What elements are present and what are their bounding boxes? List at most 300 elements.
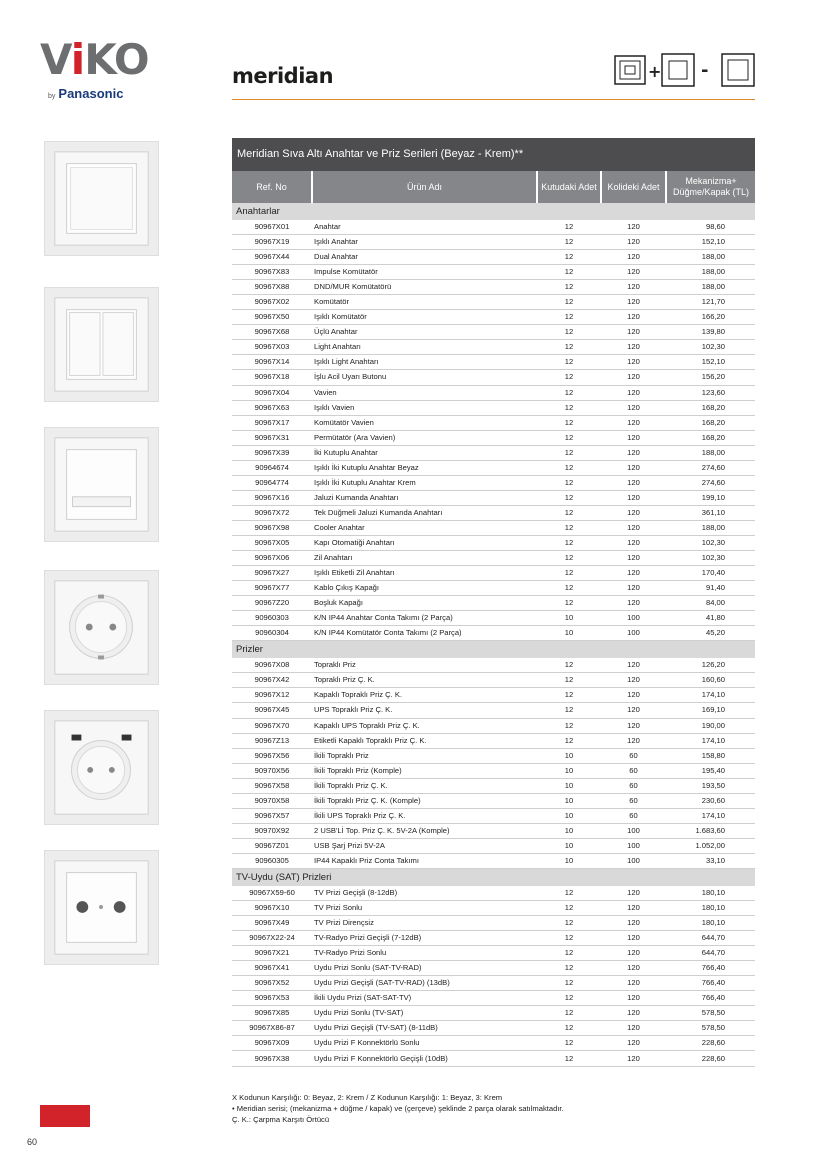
carton-qty-cell: 120 xyxy=(601,991,666,1006)
table-row xyxy=(232,460,755,475)
box-qty-cell: 12 xyxy=(537,946,601,961)
table-row xyxy=(232,340,755,355)
carton-qty-cell: 120 xyxy=(601,490,666,505)
carton-qty-cell: 60 xyxy=(601,748,666,763)
table-row xyxy=(232,220,755,235)
carton-qty-cell: 120 xyxy=(601,340,666,355)
box-qty-cell: 12 xyxy=(537,385,601,400)
price-cell: 644,70 xyxy=(666,931,755,946)
ref-no-cell: 90967X39 xyxy=(232,445,312,460)
table-row xyxy=(232,250,755,265)
product-name-cell: Impulse Komütatör xyxy=(312,265,537,280)
price-cell: 102,30 xyxy=(666,535,755,550)
table-row xyxy=(232,838,755,853)
ref-no-cell: 90967X45 xyxy=(232,703,312,718)
box-qty-cell: 12 xyxy=(537,566,601,581)
box-qty-cell: 12 xyxy=(537,430,601,445)
table-row xyxy=(232,748,755,763)
category-label: TV-Uydu (SAT) Prizleri xyxy=(232,868,755,886)
box-qty-cell: 10 xyxy=(537,853,601,868)
product-image-tv-sat-socket xyxy=(44,850,159,965)
ref-no-cell: 90967X19 xyxy=(232,235,312,250)
page-number: 60 xyxy=(27,1137,38,1147)
carton-qty-cell: 120 xyxy=(601,430,666,445)
table-row xyxy=(232,946,755,961)
ref-no-cell: 90967X98 xyxy=(232,520,312,535)
box-qty-cell: 12 xyxy=(537,520,601,535)
product-name-cell: İkili Topraklı Priz Ç. K. (Komple) xyxy=(312,793,537,808)
box-qty-cell: 12 xyxy=(537,1021,601,1036)
box-qty-cell: 12 xyxy=(537,220,601,235)
ref-no-cell: 90967X16 xyxy=(232,490,312,505)
price-cell: 123,60 xyxy=(666,385,755,400)
table-row xyxy=(232,673,755,688)
box-qty-cell: 10 xyxy=(537,778,601,793)
box-qty-cell: 12 xyxy=(537,961,601,976)
ref-no-cell: 90967X03 xyxy=(232,340,312,355)
price-cell: 168,20 xyxy=(666,400,755,415)
carton-qty-cell: 120 xyxy=(601,658,666,673)
ref-no-cell: 90967X53 xyxy=(232,991,312,1006)
ref-no-cell: 90970X92 xyxy=(232,823,312,838)
price-cell: 180,10 xyxy=(666,916,755,931)
table-row xyxy=(232,823,755,838)
product-name-cell: Kapaklı UPS Topraklı Priz Ç. K. xyxy=(312,718,537,733)
carton-qty-cell: 120 xyxy=(601,460,666,475)
footnote-sale-info: • Meridian serisi; (mekanizma + düğme / kapak) ve (çerçeve) şeklinde 2 parça olarak satılmaktadır. xyxy=(232,1104,564,1113)
product-image-single-switch xyxy=(44,141,159,256)
product-name-cell: K/N IP44 Anahtar Conta Takımı (2 Parça) xyxy=(312,611,537,626)
ref-no-cell: 90967X38 xyxy=(232,1051,312,1066)
price-cell: 578,50 xyxy=(666,1021,755,1036)
box-qty-cell: 12 xyxy=(537,1036,601,1051)
carton-qty-cell: 120 xyxy=(601,886,666,901)
carton-qty-cell: 120 xyxy=(601,265,666,280)
product-name-cell: İkili Topraklı Priz (Komple) xyxy=(312,763,537,778)
price-cell: 41,80 xyxy=(666,611,755,626)
product-name-cell: Komütatör Vavien xyxy=(312,415,537,430)
product-name-cell: Işıklı İki Kutuplu Anahtar Beyaz xyxy=(312,460,537,475)
table-row xyxy=(232,370,755,385)
price-cell: 126,20 xyxy=(666,658,755,673)
carton-qty-cell: 120 xyxy=(601,946,666,961)
box-qty-cell: 12 xyxy=(537,250,601,265)
carton-qty-cell: 120 xyxy=(601,325,666,340)
box-qty-cell: 10 xyxy=(537,748,601,763)
cover-icon xyxy=(722,54,754,86)
combo-icons xyxy=(614,52,758,88)
product-name-cell: Permütatör (Ara Vavien) xyxy=(312,430,537,445)
box-qty-cell: 12 xyxy=(537,310,601,325)
product-name-cell: İkili UPS Topraklı Priz Ç. K. xyxy=(312,808,537,823)
ref-no-cell: 90967X88 xyxy=(232,280,312,295)
box-qty-cell: 10 xyxy=(537,626,601,641)
table-row xyxy=(232,626,755,641)
price-cell: 156,20 xyxy=(666,370,755,385)
table-row xyxy=(232,520,755,535)
ref-no-cell: 90967X49 xyxy=(232,916,312,931)
ref-no-cell: 90967X77 xyxy=(232,581,312,596)
product-name-cell: Işıklı Etiketli Zil Anahtarı xyxy=(312,566,537,581)
carton-qty-cell: 120 xyxy=(601,1051,666,1066)
carton-qty-cell: 60 xyxy=(601,793,666,808)
price-cell: 228,60 xyxy=(666,1051,755,1066)
carton-qty-cell: 120 xyxy=(601,445,666,460)
price-cell: 166,20 xyxy=(666,310,755,325)
ref-no-cell: 90967X52 xyxy=(232,976,312,991)
product-name-cell: Topraklı Priz Ç. K. xyxy=(312,673,537,688)
price-cell: 33,10 xyxy=(666,853,755,868)
ref-no-cell: 90967X85 xyxy=(232,1006,312,1021)
carton-qty-cell: 120 xyxy=(601,1021,666,1036)
product-name-cell: TV Prizi Sonlu xyxy=(312,901,537,916)
table-row xyxy=(232,566,755,581)
carton-qty-cell: 120 xyxy=(601,733,666,748)
minus-sign: - xyxy=(701,60,709,81)
ref-no-cell: 90967X50 xyxy=(232,310,312,325)
carton-qty-cell: 120 xyxy=(601,551,666,566)
price-cell: 158,80 xyxy=(666,748,755,763)
table-row xyxy=(232,793,755,808)
ref-no-cell: 90967X06 xyxy=(232,551,312,566)
carton-qty-cell: 60 xyxy=(601,778,666,793)
product-name-cell: Işıklı Anahtar xyxy=(312,235,537,250)
product-name-cell: Kapı Otomatiği Anahtarı xyxy=(312,535,537,550)
table-row xyxy=(232,853,755,868)
box-qty-cell: 12 xyxy=(537,370,601,385)
price-cell: 174,10 xyxy=(666,733,755,748)
box-qty-cell: 12 xyxy=(537,551,601,566)
carton-qty-cell: 120 xyxy=(601,961,666,976)
table-row xyxy=(232,415,755,430)
ref-no-cell: 90964674 xyxy=(232,460,312,475)
box-qty-cell: 12 xyxy=(537,581,601,596)
price-cell: 170,40 xyxy=(666,566,755,581)
carton-qty-cell: 100 xyxy=(601,823,666,838)
category-row xyxy=(232,641,755,659)
box-qty-cell: 10 xyxy=(537,793,601,808)
ref-no-cell: 90960303 xyxy=(232,611,312,626)
col-header-carton-qty: Kolideki Adet xyxy=(601,171,666,203)
price-cell: 199,10 xyxy=(666,490,755,505)
product-name-cell: IP44 Kapaklı Priz Conta Takımı xyxy=(312,853,537,868)
viko-logo: ViKO xyxy=(40,35,149,84)
box-qty-cell: 12 xyxy=(537,400,601,415)
box-qty-cell: 12 xyxy=(537,1051,601,1066)
box-qty-cell: 12 xyxy=(537,658,601,673)
table-body xyxy=(232,203,755,1066)
carton-qty-cell: 100 xyxy=(601,838,666,853)
table-row xyxy=(232,931,755,946)
carton-qty-cell: 100 xyxy=(601,853,666,868)
product-image-schuko-socket xyxy=(44,570,159,685)
ref-no-cell: 90967X57 xyxy=(232,808,312,823)
table-row xyxy=(232,596,755,611)
product-name-cell: Topraklı Priz xyxy=(312,658,537,673)
table-row xyxy=(232,658,755,673)
price-cell: 644,70 xyxy=(666,946,755,961)
carton-qty-cell: 100 xyxy=(601,611,666,626)
carton-qty-cell: 100 xyxy=(601,626,666,641)
table-row xyxy=(232,325,755,340)
box-qty-cell: 10 xyxy=(537,838,601,853)
table-row xyxy=(232,295,755,310)
price-cell: 766,40 xyxy=(666,991,755,1006)
product-image-double-switch xyxy=(44,287,159,402)
product-name-cell: DND/MUR Komütatörü xyxy=(312,280,537,295)
footnote-abbreviation: Ç. K.: Çarpma Karşıtı Örtücü xyxy=(232,1115,330,1124)
carton-qty-cell: 120 xyxy=(601,566,666,581)
ref-no-cell: 90967X59-60 xyxy=(232,886,312,901)
product-name-cell: TV Prizi Geçişli (8-12dB) xyxy=(312,886,537,901)
ref-no-cell: 90967X68 xyxy=(232,325,312,340)
price-cell: 102,30 xyxy=(666,340,755,355)
carton-qty-cell: 120 xyxy=(601,280,666,295)
price-cell: 102,30 xyxy=(666,551,755,566)
table-row xyxy=(232,445,755,460)
table-row xyxy=(232,703,755,718)
price-cell: 1.052,00 xyxy=(666,838,755,853)
ref-no-cell: 90967X21 xyxy=(232,946,312,961)
carton-qty-cell: 120 xyxy=(601,295,666,310)
ref-no-cell: 90967X44 xyxy=(232,250,312,265)
box-qty-cell: 12 xyxy=(537,886,601,901)
table-row xyxy=(232,961,755,976)
product-name-cell: Uydu Prizi Sonlu (SAT-TV-RAD) xyxy=(312,961,537,976)
carton-qty-cell: 120 xyxy=(601,415,666,430)
table-row xyxy=(232,1051,755,1066)
product-name-cell: Tek Düğmeli Jaluzi Kumanda Anahtarı xyxy=(312,505,537,520)
price-cell: 1.683,60 xyxy=(666,823,755,838)
carton-qty-cell: 120 xyxy=(601,400,666,415)
footnote-code-key: X Kodunun Karşılığı: 0: Beyaz, 2: Krem / Z Kodunun Karşılığı: 1: Beyaz, 3: Krem xyxy=(232,1093,503,1102)
product-name-cell: Zil Anahtarı xyxy=(312,551,537,566)
plus-sign: + xyxy=(648,62,662,81)
col-header-price: Mekanizma+ Düğme/Kapak (TL) xyxy=(666,171,755,203)
box-qty-cell: 12 xyxy=(537,688,601,703)
col-header-box-qty: Kutudaki Adet xyxy=(537,171,601,203)
product-name-cell: Uydu Prizi Geçişli (TV-SAT) (8-11dB) xyxy=(312,1021,537,1036)
ref-no-cell: 90967X12 xyxy=(232,688,312,703)
box-qty-cell: 12 xyxy=(537,355,601,370)
price-cell: 121,70 xyxy=(666,295,755,310)
ref-no-cell: 90967X04 xyxy=(232,385,312,400)
box-qty-cell: 12 xyxy=(537,265,601,280)
product-name-cell: İkili Uydu Prizi (SAT-SAT-TV) xyxy=(312,991,537,1006)
price-cell: 188,00 xyxy=(666,445,755,460)
product-name-cell: Vavien xyxy=(312,385,537,400)
ref-no-cell: 90967Z13 xyxy=(232,733,312,748)
table-row xyxy=(232,310,755,325)
carton-qty-cell: 120 xyxy=(601,596,666,611)
carton-qty-cell: 120 xyxy=(601,475,666,490)
box-qty-cell: 12 xyxy=(537,235,601,250)
panasonic-logo: by Panasonic xyxy=(48,86,124,101)
price-cell: 230,60 xyxy=(666,793,755,808)
price-cell: 578,50 xyxy=(666,1006,755,1021)
product-name-cell: Anahtar xyxy=(312,220,537,235)
product-name-cell: Üçlü Anahtar xyxy=(312,325,537,340)
table-row xyxy=(232,976,755,991)
price-cell: 45,20 xyxy=(666,626,755,641)
col-header-ref: Ref. No xyxy=(232,171,312,203)
table-row xyxy=(232,535,755,550)
price-cell: 174,10 xyxy=(666,688,755,703)
ref-no-cell: 90967X18 xyxy=(232,370,312,385)
product-name-cell: TV-Radyo Prizi Geçişli (7-12dB) xyxy=(312,931,537,946)
table-row xyxy=(232,490,755,505)
box-qty-cell: 12 xyxy=(537,460,601,475)
carton-qty-cell: 120 xyxy=(601,703,666,718)
ref-no-cell: 90967X83 xyxy=(232,265,312,280)
price-cell: 91,40 xyxy=(666,581,755,596)
category-label: Prizler xyxy=(232,641,755,659)
product-name-cell: İki Kutuplu Anahtar xyxy=(312,445,537,460)
table-row xyxy=(232,235,755,250)
ref-no-cell: 90967X09 xyxy=(232,1036,312,1051)
table-row xyxy=(232,400,755,415)
ref-no-cell: 90967X10 xyxy=(232,901,312,916)
carton-qty-cell: 120 xyxy=(601,385,666,400)
table-title: Meridian Sıva Altı Anahtar ve Priz Serileri (Beyaz - Krem)** xyxy=(232,138,755,171)
box-qty-cell: 10 xyxy=(537,823,601,838)
product-name-cell: Işıklı Vavien xyxy=(312,400,537,415)
series-name: meridian xyxy=(232,64,334,88)
box-qty-cell: 12 xyxy=(537,295,601,310)
ref-no-cell: 90970X58 xyxy=(232,793,312,808)
table-row xyxy=(232,808,755,823)
box-qty-cell: 12 xyxy=(537,991,601,1006)
price-cell: 274,60 xyxy=(666,460,755,475)
price-cell: 190,00 xyxy=(666,718,755,733)
carton-qty-cell: 120 xyxy=(601,581,666,596)
ref-no-cell: 90967X56 xyxy=(232,748,312,763)
price-cell: 180,10 xyxy=(666,886,755,901)
product-name-cell: Dual Anahtar xyxy=(312,250,537,265)
table-row xyxy=(232,505,755,520)
box-qty-cell: 12 xyxy=(537,901,601,916)
product-name-cell: Kablo Çıkış Kapağı xyxy=(312,581,537,596)
box-qty-cell: 12 xyxy=(537,505,601,520)
table-row xyxy=(232,916,755,931)
price-cell: 152,10 xyxy=(666,235,755,250)
price-cell: 188,00 xyxy=(666,520,755,535)
product-name-cell: Light Anahtarı xyxy=(312,340,537,355)
ref-no-cell: 90967X86-87 xyxy=(232,1021,312,1036)
table-row xyxy=(232,355,755,370)
ref-no-cell: 90967Z01 xyxy=(232,838,312,853)
carton-qty-cell: 120 xyxy=(601,901,666,916)
ref-no-cell: 90970X56 xyxy=(232,763,312,778)
category-row xyxy=(232,203,755,220)
box-qty-cell: 12 xyxy=(537,340,601,355)
category-row xyxy=(232,868,755,886)
ref-no-cell: 90967Z20 xyxy=(232,596,312,611)
table-row xyxy=(232,265,755,280)
price-cell: 84,00 xyxy=(666,596,755,611)
table-row xyxy=(232,778,755,793)
box-qty-cell: 12 xyxy=(537,673,601,688)
category-label: Anahtarlar xyxy=(232,203,755,220)
ref-no-cell: 90967X31 xyxy=(232,430,312,445)
product-name-cell: TV-Radyo Prizi Sonlu xyxy=(312,946,537,961)
product-name-cell: Kapaklı Topraklı Priz Ç. K. xyxy=(312,688,537,703)
carton-qty-cell: 60 xyxy=(601,763,666,778)
price-cell: 139,80 xyxy=(666,325,755,340)
frame-icon xyxy=(662,54,694,86)
price-cell: 188,00 xyxy=(666,250,755,265)
carton-qty-cell: 120 xyxy=(601,688,666,703)
price-cell: 361,10 xyxy=(666,505,755,520)
product-name-cell: Işıklı Komütatör xyxy=(312,310,537,325)
price-table xyxy=(232,138,755,1067)
price-cell: 180,10 xyxy=(666,901,755,916)
table-row xyxy=(232,1006,755,1021)
product-image-labelled-switch xyxy=(44,427,159,542)
table-row xyxy=(232,280,755,295)
price-cell: 195,40 xyxy=(666,763,755,778)
table-row xyxy=(232,763,755,778)
box-qty-cell: 12 xyxy=(537,475,601,490)
product-name-cell: K/N IP44 Komütatör Conta Takımı (2 Parça) xyxy=(312,626,537,641)
product-name-cell: Uydu Prizi Sonlu (TV-SAT) xyxy=(312,1006,537,1021)
carton-qty-cell: 120 xyxy=(601,520,666,535)
product-name-cell: Komütatör xyxy=(312,295,537,310)
carton-qty-cell: 120 xyxy=(601,1006,666,1021)
header-divider xyxy=(232,99,755,100)
table-row xyxy=(232,551,755,566)
ref-no-cell: 90967X27 xyxy=(232,566,312,581)
box-qty-cell: 12 xyxy=(537,718,601,733)
ref-no-cell: 90964774 xyxy=(232,475,312,490)
table-row xyxy=(232,1036,755,1051)
ref-no-cell: 90967X02 xyxy=(232,295,312,310)
box-qty-cell: 12 xyxy=(537,1006,601,1021)
price-cell: 228,60 xyxy=(666,1036,755,1051)
ref-no-cell: 90967X41 xyxy=(232,961,312,976)
col-header-name: Ürün Adı xyxy=(312,171,537,203)
product-name-cell: Uydu Prizi F Konnektörlü Sonlu xyxy=(312,1036,537,1051)
table-row xyxy=(232,430,755,445)
price-cell: 766,40 xyxy=(666,961,755,976)
carton-qty-cell: 120 xyxy=(601,916,666,931)
price-cell: 98,60 xyxy=(666,220,755,235)
ref-no-cell: 90967X05 xyxy=(232,535,312,550)
product-name-cell: Işıklı İki Kutuplu Anahtar Krem xyxy=(312,475,537,490)
product-name-cell: Etiketli Kapaklı Topraklı Priz Ç. K. xyxy=(312,733,537,748)
box-qty-cell: 12 xyxy=(537,976,601,991)
product-name-cell: Boşluk Kapağı xyxy=(312,596,537,611)
table-row xyxy=(232,991,755,1006)
price-cell: 274,60 xyxy=(666,475,755,490)
price-cell: 169,10 xyxy=(666,703,755,718)
table-row xyxy=(232,611,755,626)
carton-qty-cell: 120 xyxy=(601,931,666,946)
product-name-cell: TV Prizi Dirençsiz xyxy=(312,916,537,931)
ref-no-cell: 90967X22-24 xyxy=(232,931,312,946)
carton-qty-cell: 120 xyxy=(601,220,666,235)
price-cell: 160,60 xyxy=(666,673,755,688)
ref-no-cell: 90967X58 xyxy=(232,778,312,793)
table-row xyxy=(232,385,755,400)
ref-no-cell: 90967X14 xyxy=(232,355,312,370)
carton-qty-cell: 120 xyxy=(601,370,666,385)
price-cell: 168,20 xyxy=(666,415,755,430)
product-name-cell: USB Şarj Prizi 5V-2A xyxy=(312,838,537,853)
table-row xyxy=(232,901,755,916)
product-name-cell: Işıklı Light Anahtarı xyxy=(312,355,537,370)
ref-no-cell: 90967X17 xyxy=(232,415,312,430)
